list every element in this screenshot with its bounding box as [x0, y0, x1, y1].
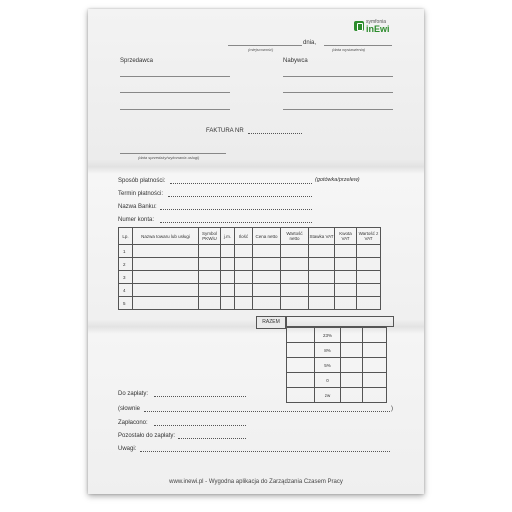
- cell[interactable]: [341, 388, 363, 403]
- bank-name-label: Nazwa Banku:: [118, 204, 157, 210]
- payment-method-field[interactable]: [170, 183, 312, 184]
- cell[interactable]: [281, 271, 309, 284]
- vat-row: [287, 388, 387, 403]
- cell[interactable]: [363, 328, 387, 343]
- vat-rate: zw: [315, 388, 341, 403]
- col-vat-amount: Kwota VAT: [335, 228, 357, 245]
- bank-name-field[interactable]: [160, 209, 312, 210]
- date-caption: (data wystawienia): [332, 47, 366, 52]
- cell[interactable]: [281, 258, 309, 271]
- remaining-field[interactable]: [178, 438, 246, 439]
- cell[interactable]: [341, 373, 363, 388]
- footer-text: www.inewi.pl - Wygodna aplikacja do Zarządzania Czasem Pracy: [169, 479, 343, 485]
- vat-row: [287, 343, 387, 358]
- cell[interactable]: [357, 271, 381, 284]
- cell[interactable]: [309, 284, 335, 297]
- cell[interactable]: [341, 328, 363, 343]
- sale-date-line: [120, 153, 226, 154]
- cell[interactable]: [133, 297, 199, 310]
- cell[interactable]: [341, 358, 363, 373]
- vat-rate: 23%: [315, 328, 341, 343]
- cell[interactable]: [363, 373, 387, 388]
- cell[interactable]: [309, 245, 335, 258]
- dnia-label: dnia,: [303, 40, 317, 46]
- total-label: RAZEM: [256, 316, 286, 329]
- cell[interactable]: [221, 271, 235, 284]
- place-caption: (miejscowość): [248, 47, 274, 52]
- vat-net-cell[interactable]: [287, 373, 315, 388]
- cell[interactable]: [221, 258, 235, 271]
- row-number: 2: [119, 258, 133, 271]
- vat-net-cell[interactable]: [287, 328, 315, 343]
- cell[interactable]: [309, 297, 335, 310]
- payment-method-hint: (gotówka/przelew): [315, 177, 360, 183]
- payment-term-label: Termin płatności:: [118, 191, 164, 197]
- cell[interactable]: [335, 258, 357, 271]
- table-header-row: [119, 228, 381, 245]
- cell[interactable]: [357, 284, 381, 297]
- cell[interactable]: [221, 284, 235, 297]
- seller-label: Sprzedawca: [120, 58, 154, 64]
- cell[interactable]: [221, 245, 235, 258]
- account-number-label: Numer konta:: [118, 217, 155, 223]
- col-name: Nazwa towaru lub usługi: [133, 228, 199, 245]
- date-line: [324, 45, 392, 46]
- cell[interactable]: [363, 388, 387, 403]
- vat-row: [287, 358, 387, 373]
- remaining-label: Pozostało do zapłaty:: [118, 433, 176, 439]
- logo-symfonia: symfonia: [366, 19, 387, 25]
- cell[interactable]: [341, 343, 363, 358]
- invoice-number-label: FAKTURA NR: [206, 128, 244, 134]
- cell[interactable]: [133, 271, 199, 284]
- cell[interactable]: [199, 284, 221, 297]
- account-number-field[interactable]: [160, 222, 312, 223]
- cell[interactable]: [335, 245, 357, 258]
- col-unit: j.m.: [221, 228, 235, 245]
- table-row: [119, 258, 381, 271]
- cell[interactable]: [199, 245, 221, 258]
- table-row: [119, 284, 381, 297]
- paid-field[interactable]: [154, 425, 246, 426]
- cell[interactable]: [199, 258, 221, 271]
- cell[interactable]: [309, 271, 335, 284]
- place-line: [228, 45, 302, 46]
- invoice-number-field[interactable]: [248, 133, 302, 134]
- items-table: [118, 227, 381, 310]
- col-pkwiu: Symbol PKWiU: [199, 228, 221, 245]
- cell[interactable]: [221, 297, 235, 310]
- vat-rate: 5%: [315, 358, 341, 373]
- paid-label: Zapłacono:: [118, 420, 148, 426]
- table-row: [119, 245, 381, 258]
- col-gross-value: Wartość z VAT: [357, 228, 381, 245]
- to-pay-field[interactable]: [154, 396, 246, 397]
- buyer-line-3: [283, 109, 393, 110]
- notes-label: Uwagi:: [118, 446, 137, 452]
- buyer-line-1: [283, 76, 393, 77]
- buyer-label: Nabywca: [283, 58, 308, 64]
- cell[interactable]: [309, 258, 335, 271]
- cell[interactable]: [363, 358, 387, 373]
- payment-term-field[interactable]: [168, 196, 312, 197]
- row-number: 3: [119, 271, 133, 284]
- cell[interactable]: [253, 245, 281, 258]
- cell[interactable]: [281, 245, 309, 258]
- to-pay-label: Do zapłaty:: [118, 391, 149, 397]
- sale-date-caption: (data sprzedaży/wykonania usługi): [138, 155, 200, 160]
- cell[interactable]: [335, 284, 357, 297]
- cell[interactable]: [235, 258, 253, 271]
- cell[interactable]: [335, 271, 357, 284]
- row-number: 5: [119, 297, 133, 310]
- vat-row: [287, 373, 387, 388]
- in-words-label: (słownie: [118, 406, 141, 412]
- col-vat-rate: Stawka VAT: [309, 228, 335, 245]
- cell[interactable]: [235, 271, 253, 284]
- inewi-logo: [354, 18, 404, 34]
- payment-method-label: Sposób płatności:: [118, 178, 166, 184]
- col-qty: Ilość: [235, 228, 253, 245]
- cell[interactable]: [357, 245, 381, 258]
- logo-inewi: inEwi: [366, 24, 390, 34]
- in-words-close: ): [391, 406, 393, 412]
- cell[interactable]: [235, 284, 253, 297]
- vat-net-cell[interactable]: [287, 358, 315, 373]
- row-number: 1: [119, 245, 133, 258]
- cell[interactable]: [253, 284, 281, 297]
- table-row: [119, 297, 381, 310]
- seller-line-1: [120, 76, 230, 77]
- cell[interactable]: [199, 297, 221, 310]
- cell[interactable]: [357, 258, 381, 271]
- row-number: 4: [119, 284, 133, 297]
- seller-line-3: [120, 109, 230, 110]
- cell[interactable]: [281, 284, 309, 297]
- cell[interactable]: [235, 297, 253, 310]
- cell[interactable]: [133, 258, 199, 271]
- cell[interactable]: [199, 271, 221, 284]
- table-row: [119, 271, 381, 284]
- cell[interactable]: [133, 245, 199, 258]
- cell[interactable]: [363, 343, 387, 358]
- cell[interactable]: [235, 245, 253, 258]
- cell[interactable]: [253, 271, 281, 284]
- cell[interactable]: [357, 297, 381, 310]
- cell[interactable]: [335, 297, 357, 310]
- col-net-value: Wartość netto: [281, 228, 309, 245]
- buyer-line-2: [283, 92, 393, 93]
- cell[interactable]: [281, 297, 309, 310]
- vat-rate: 8%: [315, 343, 341, 358]
- vat-summary-table: [286, 327, 387, 403]
- vat-rate: 0: [315, 373, 341, 388]
- total-row[interactable]: [286, 316, 394, 327]
- in-words-field[interactable]: [144, 411, 390, 412]
- vat-net-cell[interactable]: [287, 388, 315, 403]
- cell[interactable]: [253, 258, 281, 271]
- notes-field[interactable]: [140, 451, 390, 452]
- seller-line-2: [120, 92, 230, 93]
- col-net-price: Cena netto: [253, 228, 281, 245]
- invoice-sheet: [88, 9, 424, 494]
- cell[interactable]: [253, 297, 281, 310]
- col-lp: Lp.: [119, 228, 133, 245]
- vat-net-cell[interactable]: [287, 343, 315, 358]
- calendar-icon: [354, 21, 364, 31]
- cell[interactable]: [133, 284, 199, 297]
- vat-row: [287, 328, 387, 343]
